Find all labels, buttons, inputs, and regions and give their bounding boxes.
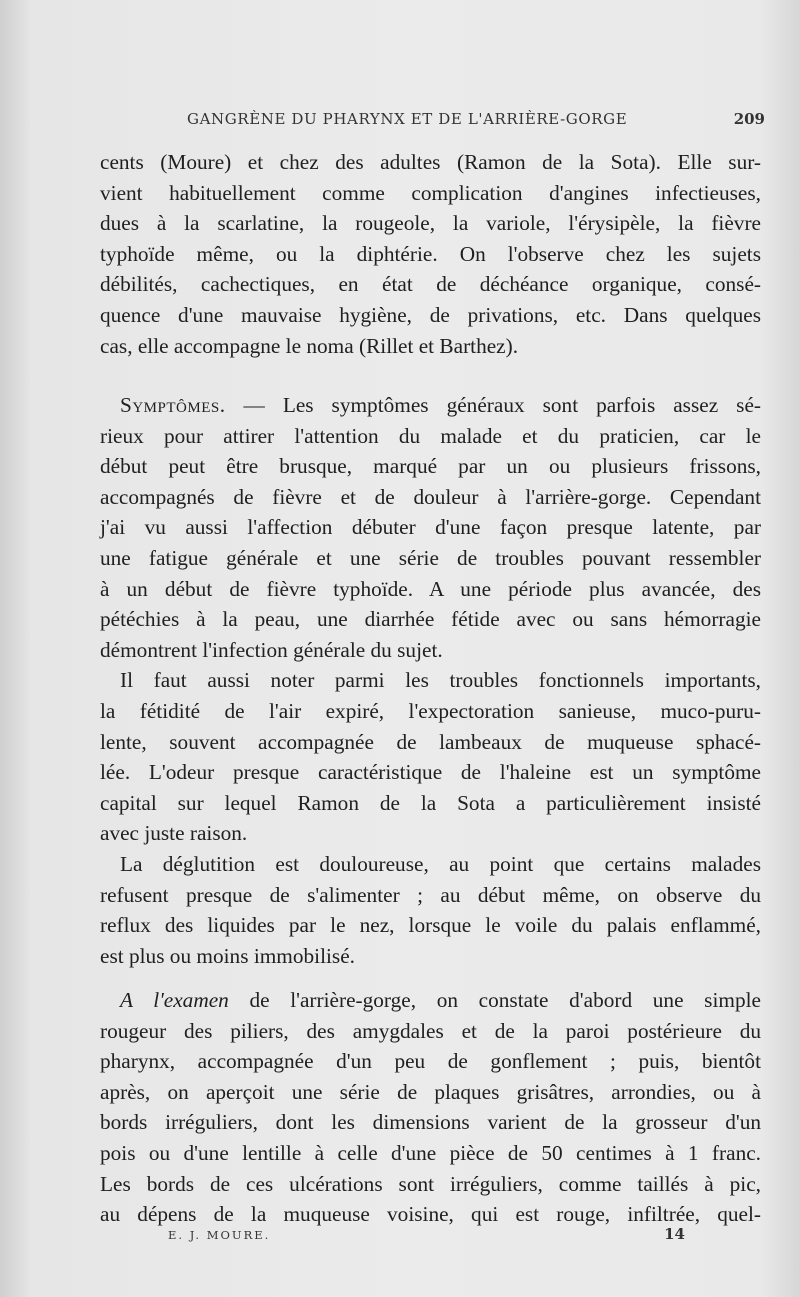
text-line: début peut être brusque, marqué par un ou plusieurs frissons,: [100, 454, 761, 479]
text-run: — Les symptômes généraux sont parfois assez sé-: [225, 393, 761, 417]
text-line: rieux pour attirer l'attention du malade et du praticien, car le: [100, 423, 761, 448]
page-number: 209: [733, 110, 765, 128]
text-line: pharynx, accompagnée d'un peu de gonflement ; puis, bientôt: [100, 1049, 761, 1074]
footer-author: E. J. MOURE.: [168, 1228, 271, 1242]
text-line: est plus ou moins immobilisé.: [100, 943, 355, 968]
text-line: Il faut aussi noter parmi les troubles fonctionnels importants,: [120, 668, 761, 693]
text-line: lente, souvent accompagnée de lambeaux de muqueuse sphacé-: [100, 729, 761, 754]
text-line: dues à la scarlatine, la rougeole, la variole, l'érysipèle, la fièvre: [100, 211, 761, 236]
text-line: démontrent l'infection générale du sujet.: [100, 637, 443, 662]
text-line: reflux des liquides par le nez, lorsque le voile du palais enflammé,: [100, 913, 761, 938]
text-line: [100, 390, 761, 421]
text-line: j'ai vu aussi l'affection débuter d'une façon presque latente, par: [100, 515, 761, 540]
text-line: la fétidité de l'air expiré, l'expectoration sanieuse, muco-puru-: [100, 698, 761, 723]
running-head: [100, 110, 765, 134]
text-line: capital sur lequel Ramon de la Sota a particulièrement insisté: [100, 790, 761, 815]
text-line: cents (Moure) et chez des adultes (Ramon de la Sota). Elle sur-: [100, 150, 761, 174]
text-line: Les bords de ces ulcérations sont irréguliers, comme taillés à pic,: [100, 1171, 761, 1196]
text-line: cas, elle accompagne le noma (Rillet et Barthez).: [100, 333, 519, 358]
examen-lead-italic: A l'examen: [120, 988, 229, 1012]
text-line: vient habituellement comme complication d'angines infectieuses,: [100, 180, 761, 205]
text-line: La déglutition est douloureuse, au point que certains malades: [120, 851, 761, 876]
signature-mark: 14: [664, 1225, 685, 1243]
text-line: au dépens de la muqueuse voisine, qui est rouge, infiltrée, quel-: [100, 1202, 761, 1227]
text-line: quence d'une mauvaise hygiène, de privations, etc. Dans quelques: [100, 302, 761, 327]
section-heading-symptomes: Symptômes.: [120, 393, 226, 417]
running-head-title: GANGRÈNE DU PHARYNX ET DE L'ARRIÈRE-GORGE: [187, 110, 628, 128]
text-line: bords irréguliers, dont les dimensions varient de la grosseur d'un: [100, 1110, 761, 1135]
text-run: de l'arrière-gorge, on constate d'abord une simple: [228, 988, 761, 1012]
text-line: débilités, cachectiques, en état de déchéance organique, consé-: [100, 272, 761, 297]
text-line: pois ou d'une lentille à celle d'une pièce de 50 centimes à 1 franc.: [100, 1140, 761, 1165]
text-line: une fatigue générale et une série de troubles pouvant ressembler: [100, 545, 761, 570]
text-line: à un début de fièvre typhoïde. A une période plus avancée, des: [100, 576, 761, 601]
text-line: rougeur des piliers, des amygdales et de la paroi postérieure du: [100, 1018, 761, 1043]
paragraph-etiology: [100, 147, 761, 361]
text-line: lée. L'odeur presque caractéristique de l'haleine est un symptôme: [100, 760, 761, 785]
section-examen: [100, 985, 761, 1230]
text-line: accompagnés de fièvre et de douleur à l'arrière-gorge. Cependant: [100, 484, 761, 509]
text-line: [100, 985, 761, 1016]
page-footer: [100, 1225, 761, 1248]
text-line: après, on aperçoit une série de plaques grisâtres, arrondies, ou à: [100, 1079, 761, 1104]
text-line: typhoïde même, ou la diphtérie. On l'observe chez les sujets: [100, 241, 761, 266]
text-line: avec juste raison.: [100, 821, 248, 846]
section-symptomes: [100, 390, 761, 971]
text-line: refusent presque de s'alimenter ; au début même, on observe du: [100, 882, 761, 907]
text-line: pétéchies à la peau, une diarrhée fétide avec ou sans hémorragie: [100, 607, 761, 632]
